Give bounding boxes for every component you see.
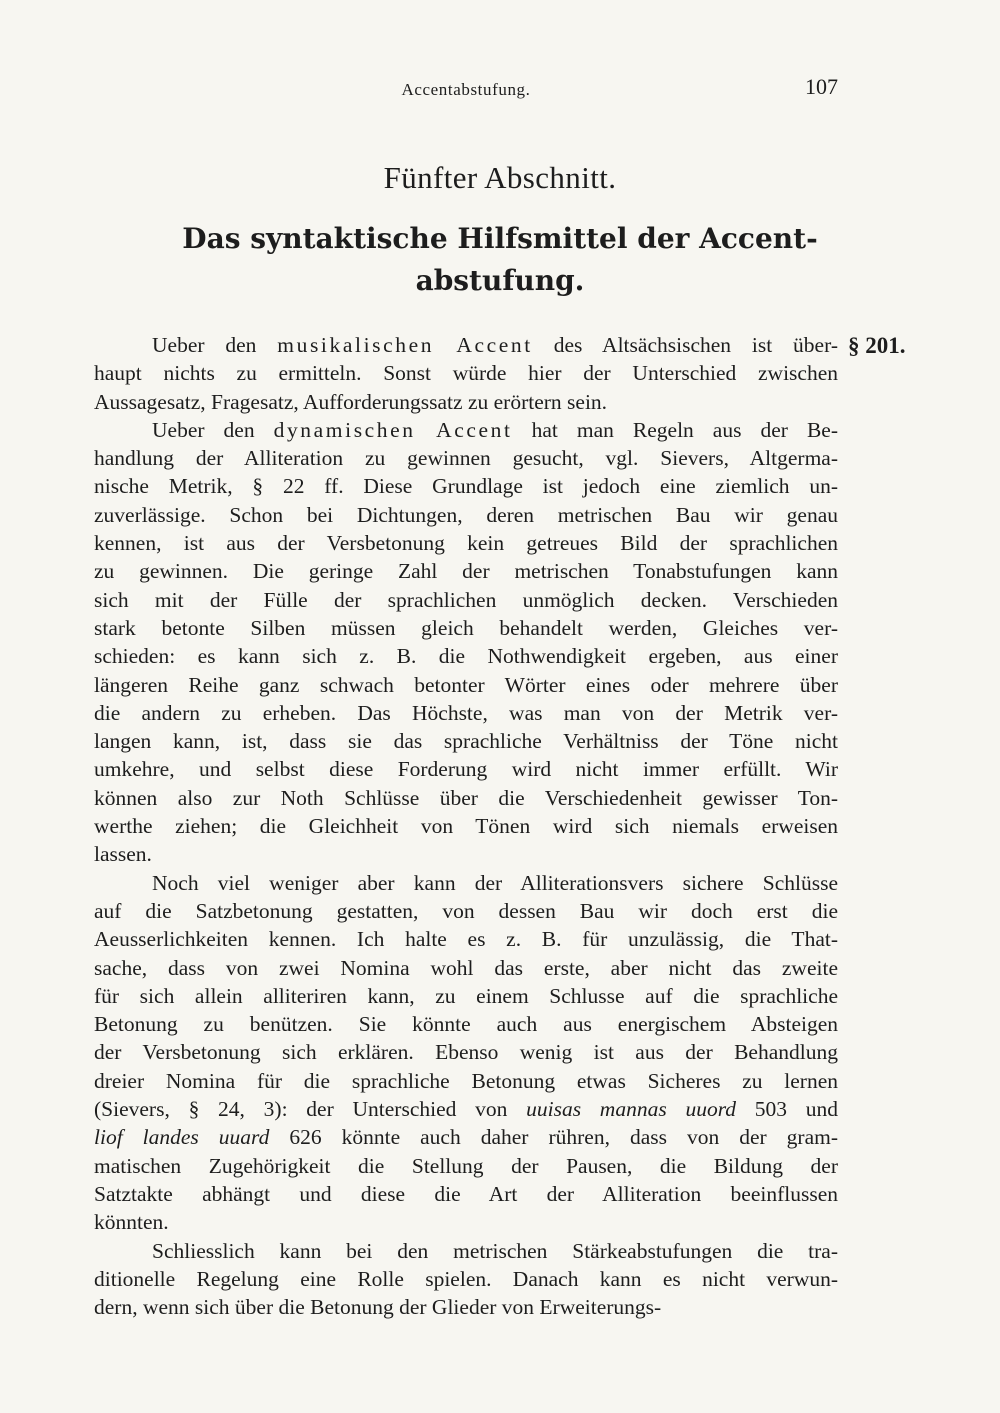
text-span: hat man Regeln aus der Be- [512,417,838,442]
text-span: können also zur Noth Schlüsse über die Verschiedenheit gewisser Ton- [94,785,838,810]
text-line [94,1010,838,1038]
text-line [94,869,838,897]
text-span: kennen, ist aus der Versbetonung kein getreues Bild der sprachlichen [94,531,838,556]
text-span: sache, dass von zwei Nomina wohl das erste, aber nicht das zweite [94,955,838,980]
text-span: Noch viel weniger aber kann der Alliterationsvers sichere Schlüsse [152,870,838,895]
text-span: Aeusserlichkeiten kennen. Ich halte es z. B. für unzulässig, die That- [94,927,838,952]
text-span: Betonung zu benützen. Sie könnte auch aus energischem Absteigen [94,1012,838,1037]
section-heading: Fünfter Abschnitt. [383,160,617,195]
text-span: schieden: es kann sich z. B. die Nothwendigkeit ergeben, aus einer [94,644,838,669]
text-line [94,1123,838,1151]
paragraph-number: § 201. [848,333,906,358]
text-line [94,388,838,416]
text-line [94,755,838,783]
text-span: umkehre, und selbst diese Forderung wird nicht immer erfüllt. Wir [94,757,838,782]
text-span: matischen Zugehörigkeit die Stellung der Pausen, die Bildung der [94,1153,838,1178]
text-line [94,1237,838,1265]
text-line [94,982,838,1010]
text-line [94,472,838,500]
text-span: könnten. [94,1210,169,1235]
text-span: der Versbetonung sich erklären. Ebenso wenig ist aus der Behandlung [94,1040,838,1065]
text-span: stark betonte Silben müssen gleich behandelt werden, Gleiches ver- [94,615,838,640]
text-span: zuverlässige. Schon bei Dichtungen, deren metrischen Bau wir genau [94,502,838,527]
text-span: langen kann, ist, dass sie das sprachliche Verhältniss der Töne nicht [94,729,838,754]
page-header [94,74,838,108]
text-line [94,840,838,868]
text-line [94,1293,838,1321]
text-span: Schliesslich kann bei den metrischen Stärkeabstufungen die tra- [152,1238,838,1263]
text-span: die andern zu erheben. Das Höchste, was man von der Metrik ver- [94,700,838,725]
text-line [94,671,838,699]
text-span: 626 könnte auch daher rühren, dass von der gram- [269,1125,838,1150]
text-line [94,1067,838,1095]
text-span: sich mit der Fülle der sprachlichen unmöglich decken. Verschieden [94,587,838,612]
text-span: dreier Nomina für die sprachliche Betonung etwas Sicheres zu lernen [94,1068,838,1093]
text-line [94,812,838,840]
text-line [94,331,838,359]
text-span: des Altsächsischen ist über- [532,333,838,357]
text-line [94,925,838,953]
text-line [94,586,838,614]
text-span: lassen. [94,842,152,867]
italic-text: uuisas mannas uuord [526,1097,737,1122]
text-span: dern, wenn sich über die Betonung der Glieder von Erweiterungs- [94,1295,662,1320]
chapter-title-line: abstufung. [415,264,585,297]
body-text [94,331,838,1321]
text-line [94,1265,838,1293]
text-span: werthe ziehen; die Gleichheit von Tönen wird sich niemals erweisen [94,814,838,839]
text-span: haupt nichts zu ermitteln. Sonst würde hier der Unterschied zwischen [94,361,838,386]
page-number: 107 [805,74,838,99]
text-span: zu gewinnen. Die geringe Zahl der metrischen Tonabstufungen kann [94,559,838,584]
text-line [94,529,838,557]
text-line [94,1095,838,1123]
text-line [94,1152,838,1180]
text-line [94,897,838,925]
text-span: nische Metrik, § 22 ff. Diese Grundlage ist jedoch eine ziemlich un- [94,474,838,499]
text-line [94,1208,838,1236]
text-span: längeren Reihe ganz schwach betonter Wörter eines oder mehrere über [94,672,838,697]
text-line [94,727,838,755]
text-span: (Sievers, § 24, 3): der Unterschied von [94,1097,527,1122]
text-span: 503 und [736,1097,838,1122]
text-line [94,501,838,529]
text-span: Satztakte abhängt und diese die Art der Alliteration beeinflussen [94,1181,838,1206]
running-head: Accentabstufung. [401,80,531,99]
text-line [94,444,838,472]
chapter-title [110,218,890,302]
chapter-title-line: Das syntaktische Hilfsmittel der Accent- [182,222,818,255]
text-span: für sich allein alliteriren kann, zu einem Schlusse auf die sprachliche [94,983,838,1008]
text-span: auf die Satzbetonung gestatten, von dessen Bau wir doch erst die [94,898,838,923]
text-line [94,1038,838,1066]
text-span: ditionelle Regelung eine Rolle spielen. Danach kann es nicht verwun- [94,1266,838,1291]
text-line [94,784,838,812]
text-line [94,954,838,982]
text-span: Ueber den [152,333,278,357]
text-span: Ueber den [152,417,274,442]
text-line [94,642,838,670]
text-line [94,699,838,727]
text-span: handlung der Alliteration zu gewinnen gesucht, vgl. Sievers, Altgerma- [94,446,838,471]
text-span: Aussagesatz, Fragesatz, Aufforderungssatz zu erörtern sein. [94,389,608,414]
spaced-text: musikalischen Accent [277,333,533,357]
text-line [94,416,838,444]
text-line [94,359,838,387]
text-line [94,614,838,642]
text-line [94,1180,838,1208]
text-line [94,557,838,585]
italic-text: liof landes uuard [94,1125,270,1150]
spaced-text: dynamischen Accent [273,417,513,442]
